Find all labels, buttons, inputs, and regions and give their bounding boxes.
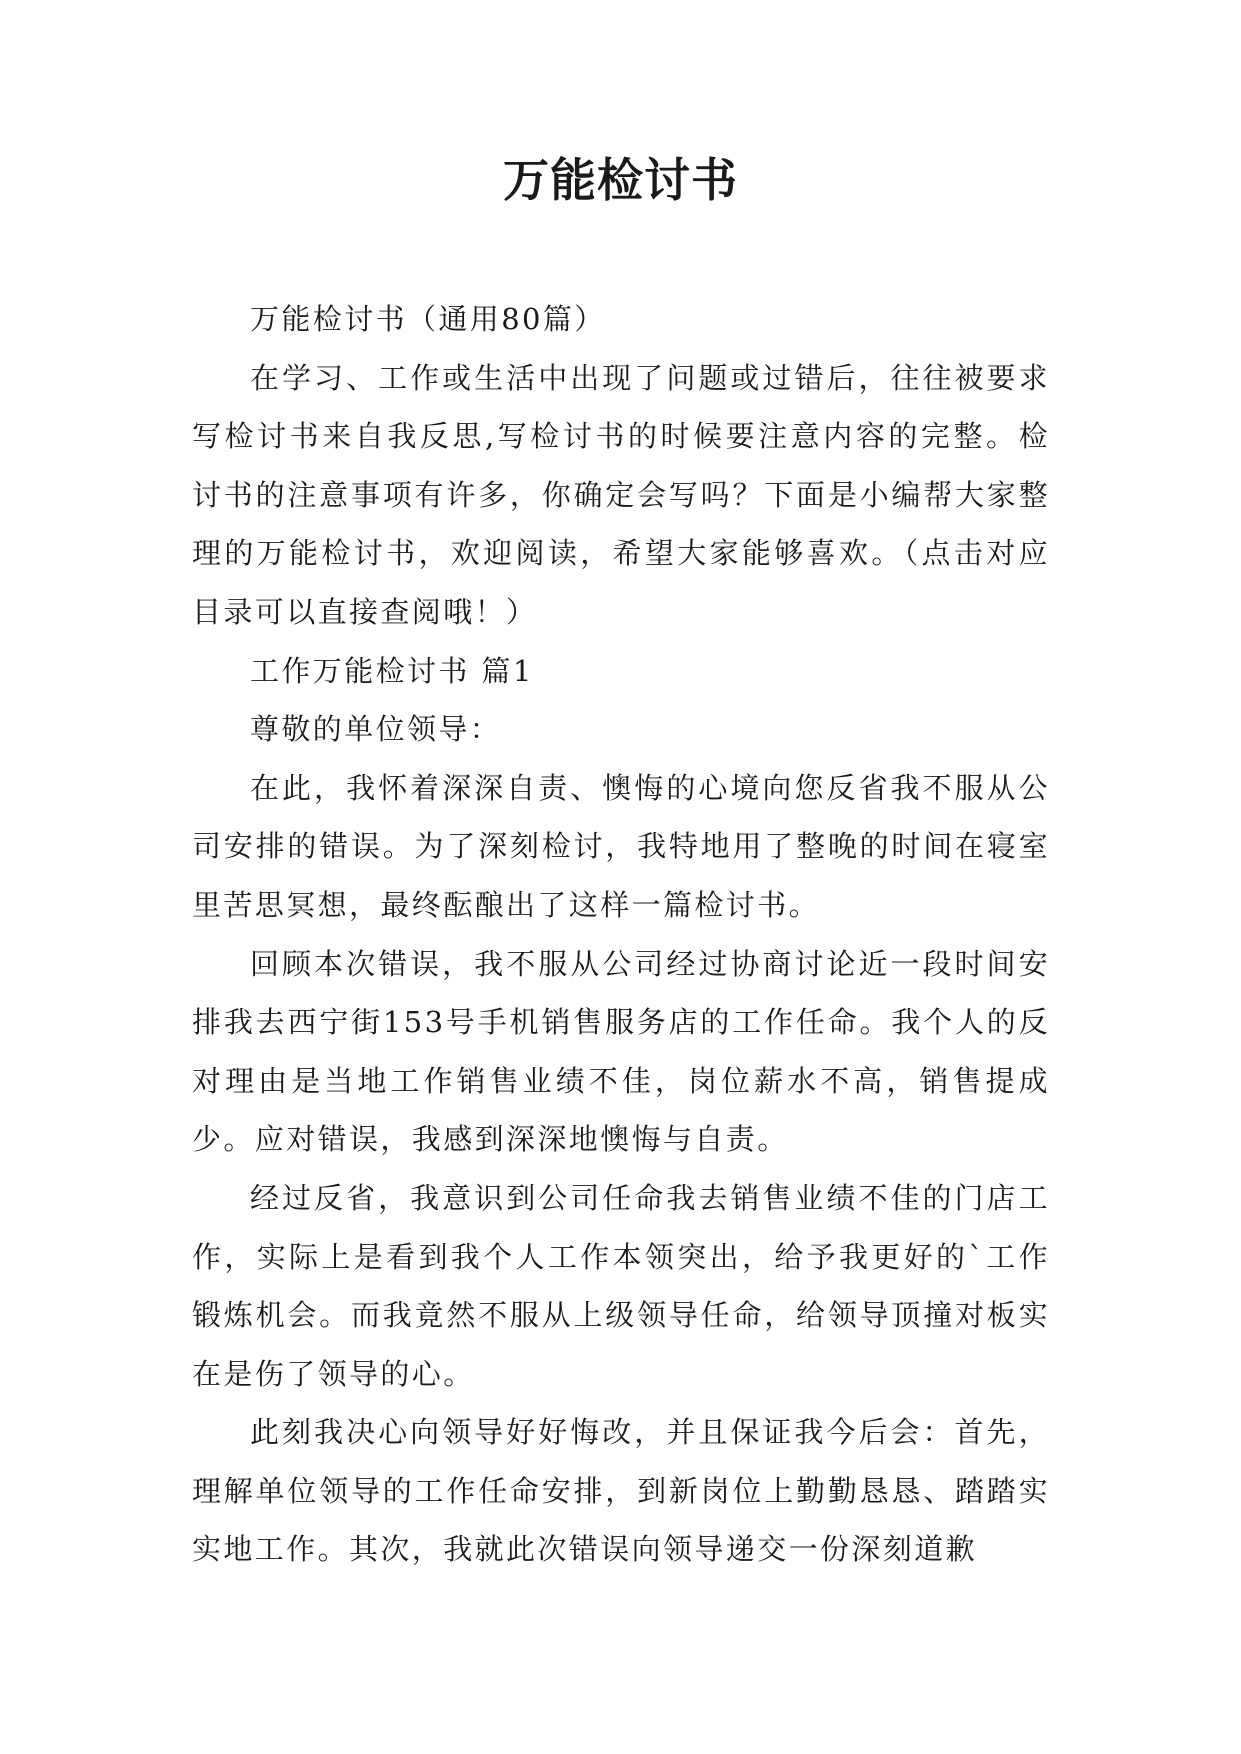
intro-paragraph: 在学习、工作或生活中出现了问题或过错后，往往被要求写检讨书来自我反思,写检讨书的时候要注意内容的完整。检讨书的注意事项有许多，你确定会写吗？下面是小编帮大家整理的万能检讨书，欢迎阅读，希望大家能够喜欢。（点击对应目录可以直接查阅哦！） — [192, 360, 1050, 629]
section-heading: 工作万能检讨书 篇1 — [250, 653, 534, 688]
body-paragraph: 回顾本次错误，我不服从公司经过协商讨论近一段时间安排我去西宁街153号手机销售服务店的工作任命。我个人的反对理由是当地工作销售业绩不佳，岗位薪水不高，销售提成少。应对错误，我感到深深地懊悔与自责。 — [192, 946, 1050, 1157]
subtitle-paragraph: 万能检讨书（通用80篇） — [250, 302, 606, 336]
body-paragraph: 经过反省，我意识到公司任命我去销售业绩不佳的门店工作，实际上是看到我个人工作本领突出，给予我更好的`工作锻炼机会。而我竟然不服从上级领导任命，给领导顶撞对板实在是伤了领导的心。 — [192, 1180, 1050, 1391]
salutation: 尊敬的单位领导： — [250, 712, 502, 747]
body-paragraph: 在此，我怀着深深自责、懊悔的心境向您反省我不服从公司安排的错误。为了深刻检讨，我特地用了整晚的时间在寝室里苦思冥想，最终酝酿出了这样一篇检讨书。 — [192, 770, 1050, 922]
body-paragraph: 此刻我决心向领导好好悔改，并且保证我今后会：首先，理解单位领导的工作任命安排，到新岗位上勤勤恳恳、踏踏实实地工作。其次，我就此次错误向领导递交一份深刻道歉 — [192, 1415, 1050, 1567]
document-body — [192, 290, 1050, 1579]
document-title: 万能检讨书 — [503, 153, 738, 207]
